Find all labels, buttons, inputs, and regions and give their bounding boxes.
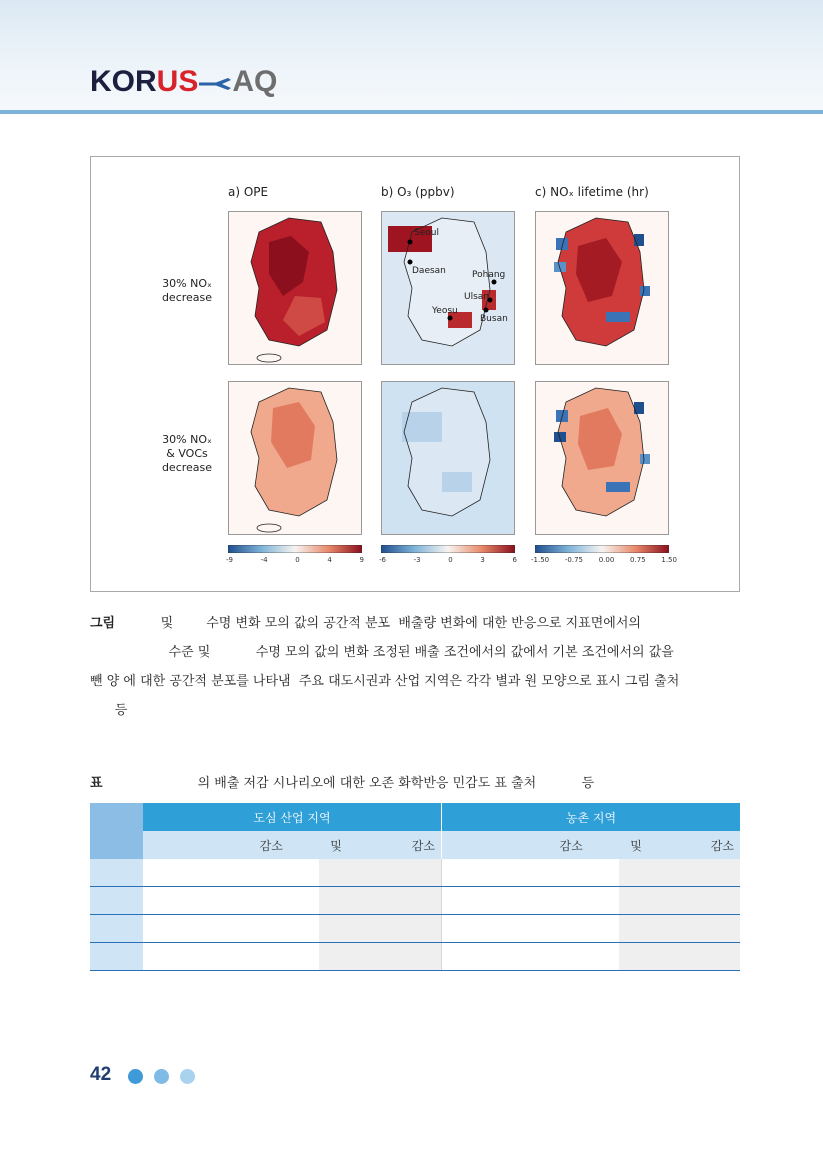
table-cell xyxy=(319,943,353,971)
tick-label: 3 xyxy=(480,556,485,564)
table-cell xyxy=(653,859,740,887)
map-lifetime-nox xyxy=(535,211,669,365)
city-label: Pohang xyxy=(472,270,506,280)
panel-title-nox-lifetime: c) NOₓ lifetime (hr) xyxy=(535,185,649,199)
subheader-cell: 감소 xyxy=(353,831,441,859)
table-cell xyxy=(653,915,740,943)
subheader-cell: 및 xyxy=(319,831,353,859)
decorative-dot xyxy=(128,1069,143,1084)
colorbar-ticks-ope xyxy=(226,556,364,564)
tick-label: 0.75 xyxy=(630,556,646,564)
table-cell xyxy=(653,887,740,915)
map-ope-nox-vocs xyxy=(228,381,362,535)
tick-label: -0.75 xyxy=(564,556,583,564)
tick-label: 1.50 xyxy=(661,556,677,564)
figure-caption-line-3: 뺀 양 에 대한 공간적 분포를 나타냄 주요 대도시권과 산업 지역은 각각 별과 원 모양으로 표시 그림 출처 xyxy=(90,674,680,689)
panel-title-ope: a) OPE xyxy=(228,185,269,199)
table-cell xyxy=(319,859,353,887)
tick-label: 6 xyxy=(512,556,517,564)
row-label-nox xyxy=(147,277,227,305)
row-label-line: decrease xyxy=(161,461,213,474)
table-cell xyxy=(619,915,653,943)
colorbar-ticks-lifetime xyxy=(531,556,677,564)
city-label: Yeosu xyxy=(432,306,458,316)
colorbar-ticks-o3 xyxy=(379,556,517,564)
row-header-cell xyxy=(90,859,143,887)
city-label: Daesan xyxy=(412,266,446,276)
table-cell xyxy=(353,859,441,887)
row-label-nox-vocs xyxy=(147,433,227,475)
table-cell xyxy=(653,943,740,971)
figure-caption-line-4: 등 xyxy=(90,703,128,718)
city-label: Seoul xyxy=(414,228,439,238)
korus-aq-logo xyxy=(90,64,277,100)
map-lifetime-nox-vocs xyxy=(535,381,669,535)
table-cell xyxy=(441,943,618,971)
tick-label: -4 xyxy=(260,556,268,564)
table-title-text: 의 배출 저감 시나리오에 대한 오존 화학반응 민감도 표 출처 등 xyxy=(102,776,595,791)
figure-frame xyxy=(90,156,740,592)
figure-caption-line-1 xyxy=(90,612,641,631)
table-cell xyxy=(619,859,653,887)
caption-text: 및 수명 변화 모의 값의 공간적 분포 배출량 변화에 대한 반응으로 지표면에서의 xyxy=(115,616,641,631)
panel-title-o3: b) O₃ (ppbv) xyxy=(381,185,455,199)
table-cell xyxy=(143,859,319,887)
sensitivity-table xyxy=(90,803,740,971)
logo-text-aq: AQ xyxy=(232,65,278,98)
table-title xyxy=(90,772,594,791)
tick-label: -1.50 xyxy=(531,556,550,564)
row-label-line: decrease xyxy=(161,291,213,304)
subheader-cell: 감소 xyxy=(653,831,740,859)
row-header-cell xyxy=(90,915,143,943)
table-cell xyxy=(353,887,441,915)
table-cell xyxy=(353,915,441,943)
row-label-line: 30% NOₓ xyxy=(162,433,212,446)
table-cell xyxy=(441,887,618,915)
table-cell xyxy=(143,887,319,915)
table-cell xyxy=(319,915,353,943)
table-cell xyxy=(441,859,618,887)
decorative-dot xyxy=(180,1069,195,1084)
decorative-dot xyxy=(154,1069,169,1084)
colorbar-ope xyxy=(228,545,362,553)
table-label: 표 xyxy=(90,776,103,791)
table-row xyxy=(90,943,740,971)
subheader-cell: 및 xyxy=(619,831,653,859)
table-row xyxy=(90,915,740,943)
caption-label: 그림 xyxy=(90,616,116,631)
table-row xyxy=(90,887,740,915)
table-cell xyxy=(353,943,441,971)
airplane-icon xyxy=(198,72,232,92)
table-cell xyxy=(441,915,618,943)
row-label-line: 30% NOₓ xyxy=(162,277,212,290)
tick-label: 0.00 xyxy=(598,556,615,564)
map-ope-nox xyxy=(228,211,362,365)
table-cell xyxy=(143,943,319,971)
city-label: Ulsan xyxy=(464,292,489,302)
table-cell xyxy=(619,943,653,971)
table-corner-cell xyxy=(90,803,143,859)
row-header-cell xyxy=(90,887,143,915)
subheader-cell: 감소 xyxy=(143,831,319,859)
tick-label: -3 xyxy=(413,556,421,564)
city-label: Busan xyxy=(480,314,508,324)
header-rule xyxy=(0,110,823,114)
tick-label: -9 xyxy=(226,556,233,564)
logo-text-us: US xyxy=(156,65,199,98)
subheader-cell: 감소 xyxy=(441,831,618,859)
table-cell xyxy=(619,887,653,915)
row-header-cell xyxy=(90,943,143,971)
header-rural: 농촌 지역 xyxy=(441,803,740,831)
page-number: 42 xyxy=(90,1064,112,1085)
map-o3-nox xyxy=(381,211,515,365)
table-cell xyxy=(143,915,319,943)
header-urban-industrial: 도심 산업 지역 xyxy=(143,803,441,831)
map-o3-nox-vocs xyxy=(381,381,515,535)
table-cell xyxy=(319,887,353,915)
tick-label: 0 xyxy=(295,556,300,564)
logo-text-r: R xyxy=(135,65,157,98)
figure-caption-line-2: 수준 및 수명 모의 값의 변화 조정된 배출 조건에서의 값에서 기본 조건에서의 값을 xyxy=(90,645,674,660)
table-row xyxy=(90,859,740,887)
logo-text-ko: KO xyxy=(90,65,135,98)
colorbar-lifetime xyxy=(535,545,669,553)
tick-label: 4 xyxy=(327,556,332,564)
colorbar-o3 xyxy=(381,545,515,553)
tick-label: 9 xyxy=(359,556,364,564)
tick-label: -6 xyxy=(379,556,386,564)
row-label-line: & VOCs xyxy=(166,447,208,460)
tick-label: 0 xyxy=(448,556,453,564)
